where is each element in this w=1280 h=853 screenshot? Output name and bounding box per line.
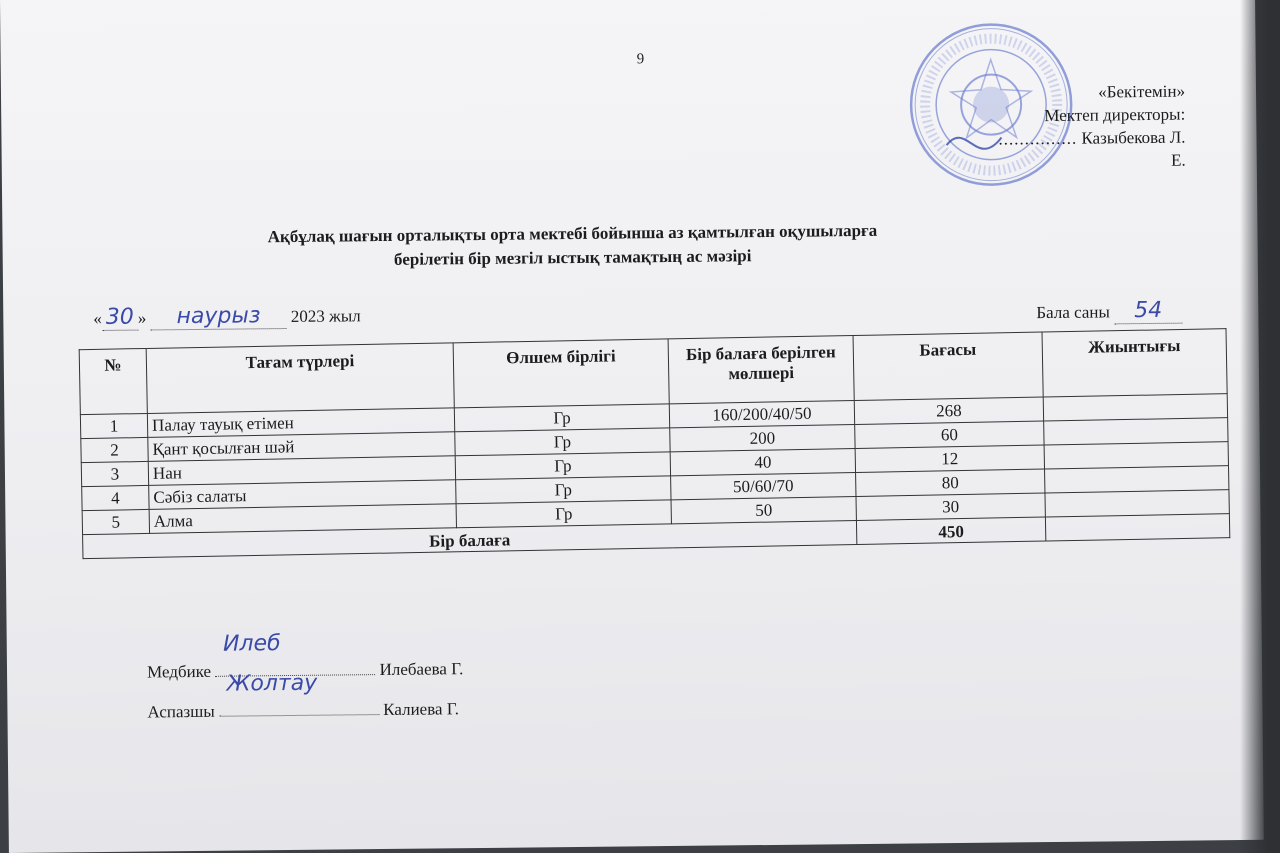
row-price: 30 — [856, 493, 1045, 520]
page-number: 9 — [636, 51, 645, 68]
row-total — [1044, 442, 1228, 469]
row-price: 268 — [854, 397, 1043, 424]
row-dish: Нан — [148, 456, 455, 486]
children-count-label: Бала саны — [1036, 302, 1110, 323]
row-total — [1045, 466, 1229, 493]
row-number: 4 — [82, 485, 149, 510]
signature-line — [219, 670, 379, 717]
date-day: 30 — [102, 305, 138, 331]
date-month: наурыз — [150, 303, 286, 330]
row-dish: Алма — [149, 504, 456, 534]
row-number: 1 — [80, 413, 147, 438]
row-total — [1043, 394, 1227, 421]
footer-total — [1045, 514, 1229, 541]
row-number: 5 — [82, 509, 149, 534]
row-amount: 200 — [670, 424, 855, 451]
signature-name: Калиева Г. — [383, 699, 460, 720]
row-amount: 50/60/70 — [671, 472, 856, 499]
row-total — [1045, 490, 1229, 517]
row-total — [1044, 418, 1228, 445]
header-price: Бағасы — [853, 332, 1043, 400]
header-number: № — [79, 348, 147, 414]
date-line — [93, 302, 361, 331]
date-year: 2023 жыл — [290, 306, 361, 326]
approval-position: Мектеп директоры: — [1044, 104, 1186, 126]
footer-label: Бір балаға — [83, 520, 857, 558]
header-amount: Бір балаға берілген мөлшері — [668, 336, 854, 404]
signature-role: Аспазшы — [147, 701, 215, 722]
row-amount: 50 — [671, 496, 856, 523]
handwritten-signature: Жолтау — [226, 670, 318, 697]
signature-name: Илебаева Г. — [379, 659, 464, 680]
row-number: 3 — [81, 461, 148, 486]
header-total: Жиынтығы — [1042, 329, 1227, 397]
document-title — [122, 217, 1022, 274]
row-amount: 40 — [670, 448, 855, 475]
row-amount: 160/200/40/50 — [669, 400, 854, 427]
menu-table — [79, 328, 1231, 559]
approval-name: Казыбекова Л. Е. — [1081, 127, 1186, 170]
approval-heading: «Бекітемін» — [1098, 81, 1186, 102]
header-dish: Тағам түрлері — [146, 343, 454, 414]
row-dish: Сәбіз салаты — [149, 480, 456, 510]
children-count — [1036, 298, 1182, 326]
title-line-2: берілетін бір мезгіл ыстық тамақтың ас мәзірі — [393, 246, 752, 269]
signature-role: Медбике — [146, 661, 212, 682]
row-number: 2 — [81, 437, 148, 462]
row-price: 12 — [855, 445, 1044, 472]
header-unit: Өлшем бірлігі — [453, 339, 669, 408]
row-price: 60 — [855, 421, 1044, 448]
handwritten-signature: Илеб — [222, 631, 281, 657]
footer-price-sum: 450 — [856, 517, 1045, 544]
approval-block — [981, 80, 1186, 174]
row-price: 80 — [856, 469, 1045, 496]
title-line-1: Ақбұлақ шағын орталықты орта мектебі бойынша аз қамтылған оқушыларға — [267, 220, 878, 247]
row-dish: Палау тауық етімен — [147, 408, 454, 438]
row-unit: Гр — [455, 428, 670, 456]
date-close-quote: » — [137, 308, 147, 328]
row-unit: Гр — [456, 500, 671, 528]
approval-dots: ............... — [998, 128, 1078, 149]
row-unit: Гр — [456, 476, 671, 504]
date-open-quote: « — [93, 308, 102, 329]
children-count-value: 54 — [1114, 298, 1182, 325]
background-edge — [1240, 0, 1280, 853]
approval-signatory — [981, 126, 1185, 174]
row-dish: Қант қосылған шәй — [148, 432, 455, 462]
row-unit: Гр — [454, 404, 669, 432]
row-unit: Гр — [455, 452, 670, 480]
